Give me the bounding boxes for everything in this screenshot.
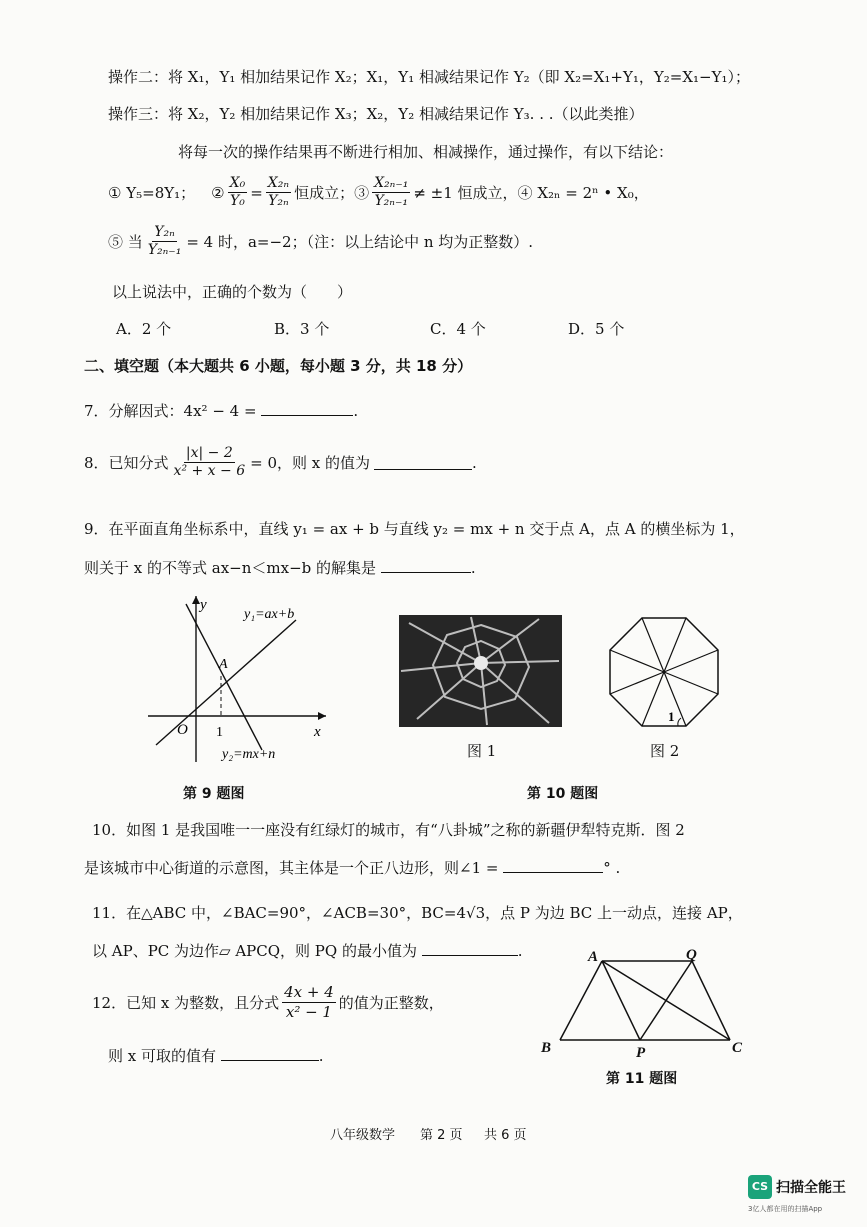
option-d: D．5 个 xyxy=(568,320,625,338)
conclusion-intro: 将每一次的操作结果再不断进行相加、相减操作，通过操作，有以下结论： xyxy=(178,143,674,161)
conclusion-1: ① Y₅=8Y₁； xyxy=(108,184,196,203)
q8-tail: = 0，则 x 的值为 xyxy=(250,454,371,473)
tick-1-label: 1 xyxy=(216,725,223,740)
frac-num: X₂ₙ xyxy=(266,176,291,193)
question-10-line-1: 10．如图 1 是我国唯一一座没有红绿灯的城市，有“八卦城”之称的新疆伊犁特克斯．图 2 xyxy=(92,821,685,839)
figure-2-caption: 图 2 xyxy=(650,742,680,760)
frac-den: Y₂ₙ₋₁ xyxy=(374,193,408,210)
figure-10-photo xyxy=(399,615,562,727)
q8-answer-blank[interactable] xyxy=(374,455,472,470)
conclusion-5-row xyxy=(108,225,533,259)
q11-text: 以 AP、PC 为边作▱ APCQ，则 PQ 的最小值为 xyxy=(92,942,417,960)
conclusion-3-4: ≠ ±1 恒成立，④ X₂ₙ = 2ⁿ • X₀， xyxy=(413,184,649,203)
figure-10-caption: 第 10 题图 xyxy=(527,786,599,802)
angle-1-arc xyxy=(678,718,681,726)
camscanner-tagline: 3亿人都在用的扫描App xyxy=(748,1205,823,1213)
x-axis-label: x xyxy=(314,724,321,740)
figure-1-caption: 图 1 xyxy=(467,742,497,760)
frac-num: |x| − 2 xyxy=(184,446,235,463)
q7-answer-blank[interactable] xyxy=(261,401,353,416)
conclusion-5-tail: = 4 时，a=−2；（注：以上结论中 n 均为正整数）. xyxy=(186,233,534,252)
q8-prefix: 8．已知分式 xyxy=(84,454,169,473)
operation-three-line: 操作三：将 X₂，Y₂ 相加结果记作 X₃；X₂，Y₂ 相减结果记作 Y₃. . .（以此类推） xyxy=(108,105,644,123)
frac-num: Y₂ₙ xyxy=(152,225,177,242)
q7-end: . xyxy=(353,402,359,420)
footer-page: 第 2 页 xyxy=(420,1128,463,1143)
question-12-line-2 xyxy=(108,1045,324,1066)
q10-end: ° . xyxy=(603,859,621,877)
footer-total: 共 6 页 xyxy=(484,1128,527,1143)
y-axis-label: y xyxy=(200,597,207,613)
fraction-y2n-y2n1 xyxy=(146,225,184,259)
q10-answer-blank[interactable] xyxy=(503,858,603,873)
q12-prefix: 12．已知 x 为整数，且分式 xyxy=(92,993,280,1012)
question-prompt: 以上说法中，正确的个数为（ ） xyxy=(112,283,353,301)
point-a-label: A xyxy=(219,657,228,672)
question-11-line-2 xyxy=(92,940,523,961)
x-axis-arrow xyxy=(318,712,326,720)
camscanner-logo-icon: CS xyxy=(748,1175,772,1199)
frac-num: X₀ xyxy=(228,176,248,193)
question-10-line-2 xyxy=(84,857,620,878)
question-11-line-1: 11．在△ABC 中，∠BAC=90°，∠ACB=30°，BC=4√3，点 P 为边 BC 上一动点，连接 AP， xyxy=(92,904,743,922)
option-a: A．2 个 xyxy=(116,320,172,338)
q12-fraction xyxy=(282,984,336,1020)
frac-num: 4x + 4 xyxy=(284,983,334,1001)
vertex-b-label: B xyxy=(541,1040,552,1056)
q12-answer-blank[interactable] xyxy=(221,1046,319,1061)
figure-11-caption: 第 11 题图 xyxy=(606,1071,678,1087)
option-b: B．3 个 xyxy=(274,320,330,338)
vertex-c-label: C xyxy=(732,1040,743,1056)
q9-answer-blank[interactable] xyxy=(381,558,471,573)
q11-end: . xyxy=(517,942,523,960)
bagua-city-photo-graphic xyxy=(399,615,562,727)
conclusion-2-mark: ② xyxy=(211,183,225,202)
vertex-q-label: Q xyxy=(686,947,697,963)
q12-end: . xyxy=(318,1047,324,1065)
conclusion-5-mark: ⑤ 当 xyxy=(108,233,143,252)
frac-den: Y₂ₙ₋₁ xyxy=(147,242,182,259)
q7-text: 7．分解因式：4x² − 4 = xyxy=(84,402,257,420)
camscanner-watermark xyxy=(748,1175,858,1217)
y-axis-arrow xyxy=(192,596,200,604)
frac-den: x² − 1 xyxy=(285,1002,332,1021)
figure-9-caption: 第 9 题图 xyxy=(183,786,245,802)
question-9-line-2 xyxy=(84,557,476,578)
fraction-x0-y0 xyxy=(228,176,248,210)
frac-den: Y₂ₙ xyxy=(268,193,289,210)
line-y1-label: y₁=ax+b xyxy=(244,607,295,622)
q10-text: 是该城市中心街道的示意图，其主体是一个正八边形，则∠1 = xyxy=(84,859,499,877)
q8-end: . xyxy=(472,453,477,472)
footer-subject: 八年级数学 xyxy=(330,1128,396,1143)
q11-answer-blank[interactable] xyxy=(422,941,518,956)
fraction-x2n1-y2n1 xyxy=(372,176,410,210)
vertex-a-label: A xyxy=(588,949,599,965)
figure-9 xyxy=(140,590,340,770)
conclusion-2-tail: 恒成立；③ xyxy=(294,184,370,203)
segment-pq xyxy=(640,961,692,1040)
operation-two-line: 操作二：将 X₁，Y₁ 相加结果记作 X₂；X₁，Y₁ 相减结果记作 Y₂（即 X₂=X₁+Y₁，Y₂=X₁−Y₁）； xyxy=(108,68,751,86)
angle-1-label: 1 xyxy=(668,709,675,724)
frac-den: x² + x − 6 xyxy=(173,463,246,480)
equals-sign: = xyxy=(250,183,263,202)
q12-text: 则 x 可取的值有 xyxy=(108,1047,216,1065)
camscanner-name: 扫描全能王 xyxy=(776,1180,846,1196)
section-title: 二、填空题（本大题共 6 小题，每小题 3 分，共 18 分） xyxy=(84,357,473,375)
vertex-p-label: P xyxy=(636,1045,646,1060)
figure-11 xyxy=(536,945,756,1060)
question-12-line-1 xyxy=(92,984,444,1020)
q12-tail: 的值为正整数， xyxy=(338,993,444,1012)
frac-den: Y₀ xyxy=(229,193,245,210)
line-y2-label: y₂=mx+n xyxy=(222,747,276,762)
question-7 xyxy=(84,400,358,421)
fraction-x2n-y2n xyxy=(266,176,291,210)
segment-ab xyxy=(560,961,602,1040)
q8-fraction xyxy=(172,446,248,480)
q9-text: 则关于 x 的不等式 ax−n＜mx−b 的解集是 xyxy=(84,559,377,577)
option-c: C．4 个 xyxy=(430,320,486,338)
figure-10-octagon xyxy=(604,614,724,732)
question-9-line-1: 9．在平面直角坐标系中，直线 y₁ = ax + b 与直线 y₂ = mx + n 交于点 A，点 A 的横坐标为 1， xyxy=(84,520,745,538)
frac-num: X₂ₙ₋₁ xyxy=(372,176,410,193)
question-8 xyxy=(84,446,477,480)
conclusions-row-1 xyxy=(108,176,649,210)
origin-label: O xyxy=(177,722,188,738)
q9-end: . xyxy=(470,559,476,577)
line-y2 xyxy=(186,604,262,750)
